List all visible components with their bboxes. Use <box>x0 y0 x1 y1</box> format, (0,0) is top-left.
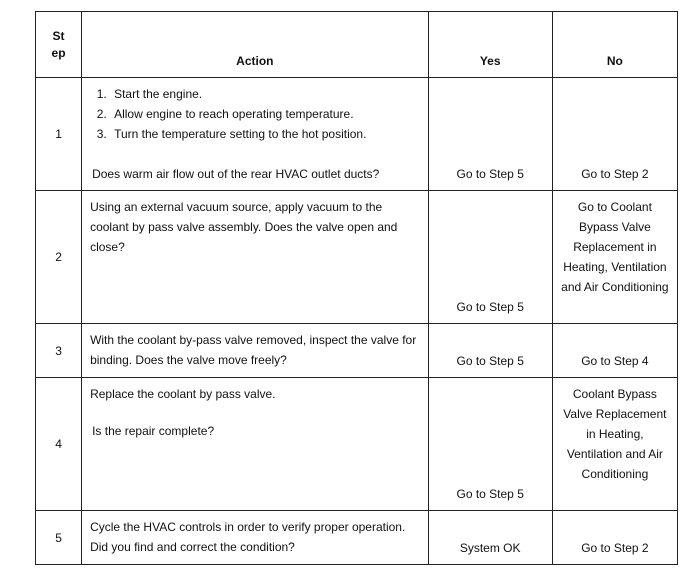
step-number: 3 <box>36 324 82 378</box>
list-item: 1. Start the engine. <box>110 84 420 104</box>
list-item: 3. Turn the temperature setting to the hot position. <box>110 124 420 144</box>
no-cell: Coolant Bypass Valve Replacement in Heating, Ventilation and Air Conditioning <box>552 378 677 511</box>
diagnostic-table <box>35 11 678 565</box>
action-cell: Using an external vacuum source, apply vacuum to the coolant by pass valve assembly. Does the valve open and close? <box>82 191 429 324</box>
header-action: Action <box>82 12 429 78</box>
table-row <box>36 511 678 565</box>
action-cell: With the coolant by-pass valve removed, inspect the valve for binding. Does the valve move freely? <box>82 324 429 378</box>
no-cell: Go to Step 4 <box>552 324 677 378</box>
action-cell <box>82 378 429 511</box>
table-header-row <box>36 12 678 78</box>
action-cell <box>82 78 429 191</box>
step-number: 1 <box>36 78 82 191</box>
step-number: 4 <box>36 378 82 511</box>
table-row <box>36 324 678 378</box>
table-row <box>36 78 678 191</box>
step-number: 2 <box>36 191 82 324</box>
header-no: No <box>552 12 677 78</box>
action-steps-list <box>90 84 420 144</box>
yes-cell: Go to Step 5 <box>428 78 552 191</box>
action-question: Is the repair complete? <box>92 424 215 438</box>
step-number: 5 <box>36 511 82 565</box>
yes-cell: System OK <box>428 511 552 565</box>
diagnostic-table-container <box>35 11 678 565</box>
no-cell: Go to Step 2 <box>552 511 677 565</box>
table-row <box>36 378 678 511</box>
action-cell: Cycle the HVAC controls in order to verify proper operation. Did you find and correct the condition? <box>82 511 429 565</box>
header-step: St ep <box>36 12 82 78</box>
yes-cell: Go to Step 5 <box>428 324 552 378</box>
yes-cell: Go to Step 5 <box>428 378 552 511</box>
action-text: Replace the coolant by pass valve. <box>90 387 276 401</box>
table-row <box>36 191 678 324</box>
no-cell: Go to Coolant Bypass Valve Replacement in Heating, Ventilation and Air Conditioning <box>552 191 677 324</box>
action-question: Does warm air flow out of the rear HVAC outlet ducts? <box>92 167 380 181</box>
yes-cell: Go to Step 5 <box>428 191 552 324</box>
list-item: 2. Allow engine to reach operating temperature. <box>110 104 420 124</box>
no-cell: Go to Step 2 <box>552 78 677 191</box>
header-yes: Yes <box>428 12 552 78</box>
